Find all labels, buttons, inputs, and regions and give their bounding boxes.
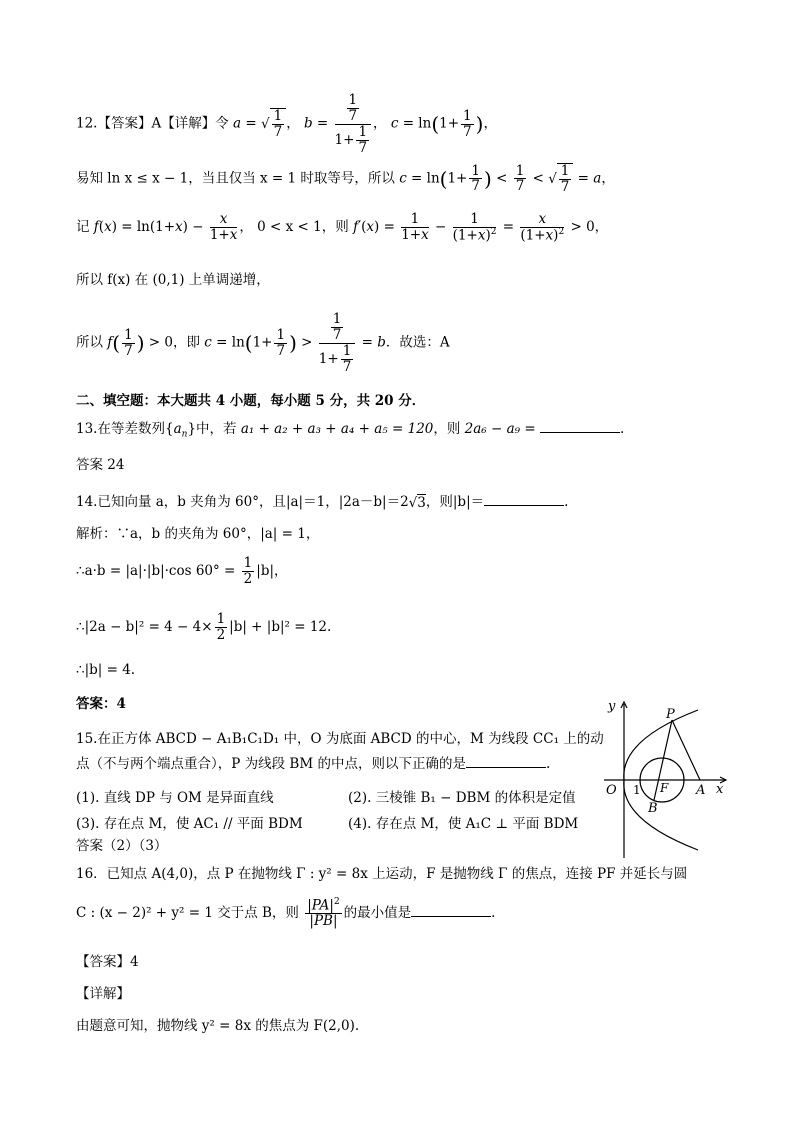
q12-line5-prefix: 所以: [76, 334, 103, 351]
q14-sol3-b: |b| + |b|² = 12.: [229, 618, 332, 635]
q12-line4: 所以 f(x) 在 (0,1) 上单调递增，: [76, 272, 270, 288]
q12-line3-prefix: 记: [76, 219, 90, 236]
q15-opt1: (1). 直线 DP 与 OM 是异面直线: [76, 790, 274, 806]
var-b: b: [303, 115, 313, 132]
q16-solution: 由题意可知，抛物线 y² = 8x 的焦点为 F(2,0).: [76, 1018, 360, 1034]
q12-cond: 0 < x < 1: [257, 219, 322, 236]
q14-sol3: ∴|2a − b|² = 4 − 4× $\frac{1}{2}$ |b| + |b|² = 12.: [76, 611, 332, 643]
q13-eq: a₁ + a₂ + a₃ + a₄ + a₅ = 120: [240, 421, 434, 437]
q12-line5: 所以 f( $\frac{1}{7}$ ) > 0，即 c = ln(1+ $\frac{1}{7}$ ) > $\frac{1}{7}$ 1+ $\frac{1}{7}$ = b．故选：A: [76, 311, 450, 375]
q14-sol2-b: |b|，: [256, 562, 288, 579]
q15-opt4: (4). 存在点 M，使 A₁C ⊥ 平面 BDM: [348, 816, 579, 832]
q13-answer: 答案 24: [76, 457, 125, 473]
q13-then: ，则: [433, 421, 461, 437]
q15-line2: 点（不与两个端点重合），P 为线段 BM 的中点，则以下正确的是 .: [76, 756, 551, 772]
q16-line1: 16．已知点 A(4,0)，点 P 在抛物线 Γ : y² = 8x 上运动，F 是抛物线 Γ 的焦点，连接 PF 并延长与圆: [76, 866, 688, 882]
q14-answer: 答案：4: [76, 696, 126, 712]
label-1: 1: [633, 783, 641, 797]
answer-blank: [466, 755, 546, 768]
q15-opt3: (3). 存在点 M，使 AC₁ // 平面 BDM: [76, 816, 303, 832]
q12-label: 12.【答案】A【详解】令: [76, 115, 229, 132]
q15-line1: 15.在正方体 ABCD − A₁B₁C₁D₁ 中，O 为底面 ABCD 的中心，M 为线段 CC₁ 上的动: [76, 731, 604, 747]
label-o: O: [606, 783, 617, 798]
q12-line2: 易知 ln x ≤ x − 1，当且仅当 x = 1 时取等号，所以 c = ln(1+ $\frac{1}{7}$ ) < $\frac{1}{7}$ < √ $\frac{1}{7}$ = a，: [76, 162, 615, 195]
label-x: x: [716, 782, 724, 797]
parabola-circle-figure: [598, 690, 738, 860]
q12-line1: 12.【答案】A【详解】令 a = √ $\frac{1}{7}$ ， b = $\frac{1}{7}$ 1+ $\frac{1}{7}$ ， c = ln(1+ $\frac{1}{7}$ )，: [76, 92, 497, 156]
q14-question-a: 14.已知向量 a，b 夹角为 60°，且|a|＝1，|2a－b|＝: [76, 494, 401, 510]
q16-answer: 【答案】4: [76, 954, 139, 970]
var-c: c: [390, 115, 399, 132]
q14-question-b: ，则|b|＝: [425, 494, 485, 510]
q15-answer: 答案（2）（3）: [76, 838, 168, 854]
frac-b: $\frac{1}{7}$ 1+ $\frac{1}{7}$: [335, 93, 372, 155]
q14-sol3-a: ∴|2a − b|² = 4 − 4×: [76, 618, 213, 635]
q14-sol2: ∴a·b = |a|·|b|·cos 60° = $\frac{1}{2}$ |b|，: [76, 555, 288, 587]
var-a: a: [233, 115, 242, 132]
q12-then: ，则: [321, 219, 349, 236]
label-y: y: [608, 699, 616, 714]
q16-line2-a: C : (x − 2)² + y² = 1 交于点 B，则: [76, 905, 299, 922]
q14-question: 14.已知向量 a，b 夹角为 60°，且|a|＝1，|2a－b|＝2√3，则|b|＝ .: [76, 494, 569, 511]
q13-mid: 中，若: [196, 421, 237, 437]
q16-line2-b: 的最小值是: [343, 905, 412, 922]
q13-prefix: 13.在等差数列: [76, 421, 165, 437]
q13-expr: 2a₆ − a₉ =: [464, 421, 536, 437]
q13-question: 13.在等差数列$\{a_n\}$中，若 a₁ + a₂ + a₃ + a₄ + a₅ = 120，则 2a₆ − a₉ = .: [76, 421, 625, 440]
q14-sol4: ∴|b| = 4.: [76, 662, 136, 678]
q16-line2: C : (x − 2)² + y² = 1 交于点 B，则 $\frac{|PA|^2}{|PB|}$ 的最小值是 .: [76, 897, 496, 930]
q12-line5-end: ．故选：A: [385, 334, 450, 351]
label-b: B: [648, 801, 658, 816]
answer-blank: [411, 904, 491, 917]
q14-sol2-a: ∴a·b = |a|·|b|·cos 60° =: [76, 562, 236, 579]
label-p: P: [666, 707, 675, 722]
q14-sol1: 解析：∵a，b 的夹角为 60°，|a| = 1，: [76, 526, 320, 542]
q15-line2-text: 点（不与两个端点重合），P 为线段 BM 的中点，则以下正确的是: [76, 756, 466, 772]
label-a: A: [696, 783, 706, 798]
q16-detail: 【详解】: [76, 986, 130, 1002]
section2-title: 二、填空题：本大题共 4 小题，每小题 5 分，共 20 分．: [76, 393, 426, 409]
label-f: F: [660, 781, 669, 795]
q12-line3: 记 f(x) = ln(1+x) − $\frac{x}{1+x}$ ， 0 < x < 1，则 f′(x) = $\frac{1}{1+x}$ − $\frac{1}{(1+x)^2}$ = $\frac{x}{(1+x)^2}$ > 0，: [76, 211, 609, 244]
q12-line5-mid: ，即: [173, 334, 200, 351]
q15-opt2: (2). 三棱锥 B₁ − DBM 的体积是定值: [348, 790, 576, 806]
sqrt-1-7: √ $\frac{1}{7}$: [261, 108, 286, 140]
q12-line2-text: 易知 ln x ≤ x − 1，当且仅当 x = 1 时取等号，所以: [76, 170, 395, 187]
answer-blank: [484, 493, 564, 506]
line-pa: [672, 720, 700, 780]
answer-blank: [540, 420, 620, 433]
